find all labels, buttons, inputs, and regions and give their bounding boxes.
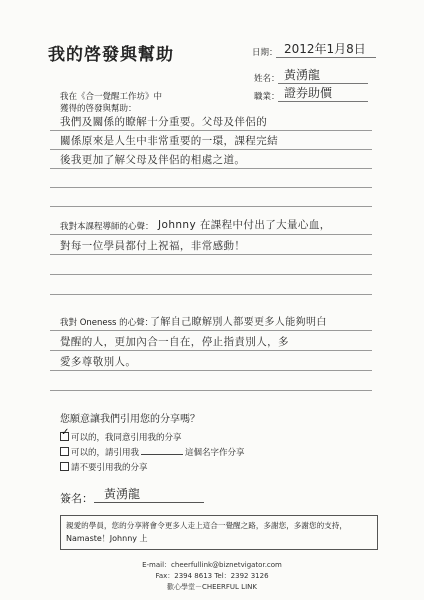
- coach-line-2: 對每一位學員都付上祝福，非常感動！: [60, 240, 246, 252]
- gain-line-3: 後我更加了解父母及伴侶的相處之道。: [60, 154, 246, 166]
- oneness-line-3: 愛多尊敬別人。: [60, 356, 137, 368]
- alias-checkbox[interactable]: [60, 447, 69, 456]
- share-question: 您願意讓我們引用您的分享嗎？: [60, 414, 200, 425]
- gain-label: 獲得的啓發與幫助：: [60, 104, 137, 114]
- share-option-agree[interactable]: ✓ 可以的，我同意引用我的分享: [61, 427, 182, 443]
- footer-email: E-mail：cheerfullink@biznetvigator.com: [142, 561, 282, 569]
- oneness-line-2: 覺醒的人，更加內合一自在，停止指責別人，多: [60, 336, 289, 348]
- coach-line-1: Johnny 在課程中付出了大量心血，: [158, 219, 331, 231]
- share-option-alias[interactable]: 可以的，請引用我 這個名字作分享: [60, 446, 245, 458]
- thank-you-note: [60, 515, 378, 550]
- note-line-2: Namaste！Johnny 上: [66, 534, 148, 543]
- name-value: 黃湧龍: [284, 68, 321, 82]
- page-title: 我的啓發與幫助: [48, 45, 174, 65]
- signature-value: 黃湧龍: [104, 487, 141, 501]
- footer-phone: Fax：2394 8613 Tel：2392 3126: [155, 572, 269, 580]
- oneness-label: 我對 Oneness 的心聲：: [60, 318, 154, 328]
- alias-name-field[interactable]: [141, 447, 183, 455]
- gain-line-2: 關係原來是人生中非常重要的一環，課程完結: [60, 135, 278, 147]
- share-option-decline[interactable]: 請不要引用我的分享: [60, 461, 148, 473]
- date-label: 日期：: [252, 48, 278, 58]
- date-value: 2012年1月8日: [284, 42, 366, 56]
- decline-checkbox[interactable]: [60, 462, 69, 471]
- note-line-1: 親愛的學員，您的分享將會令更多人走上這合一覺醒之路，多謝您，多謝您的支持，: [66, 521, 347, 530]
- footer-org: 歡心學堂－CHEERFUL LINK: [167, 583, 257, 591]
- intro-text: 我在《合一覺醒工作坊》中: [60, 92, 163, 102]
- agree-checkbox[interactable]: [60, 427, 70, 441]
- coach-label: 我對本課程導師的心聲：: [60, 222, 154, 232]
- oneness-line-1: 了解自己瞭解別人都要更多人能夠明白: [150, 317, 327, 328]
- check-mark-icon: ✓: [61, 427, 70, 438]
- job-label: 職業：: [254, 92, 280, 102]
- name-label: 姓名：: [254, 74, 280, 84]
- job-value: 證券助價: [284, 86, 333, 100]
- gain-line-1: 我們及關係的瞭解十分重要。父母及伴侶的: [60, 116, 268, 128]
- signature-label: 簽名：: [60, 492, 93, 505]
